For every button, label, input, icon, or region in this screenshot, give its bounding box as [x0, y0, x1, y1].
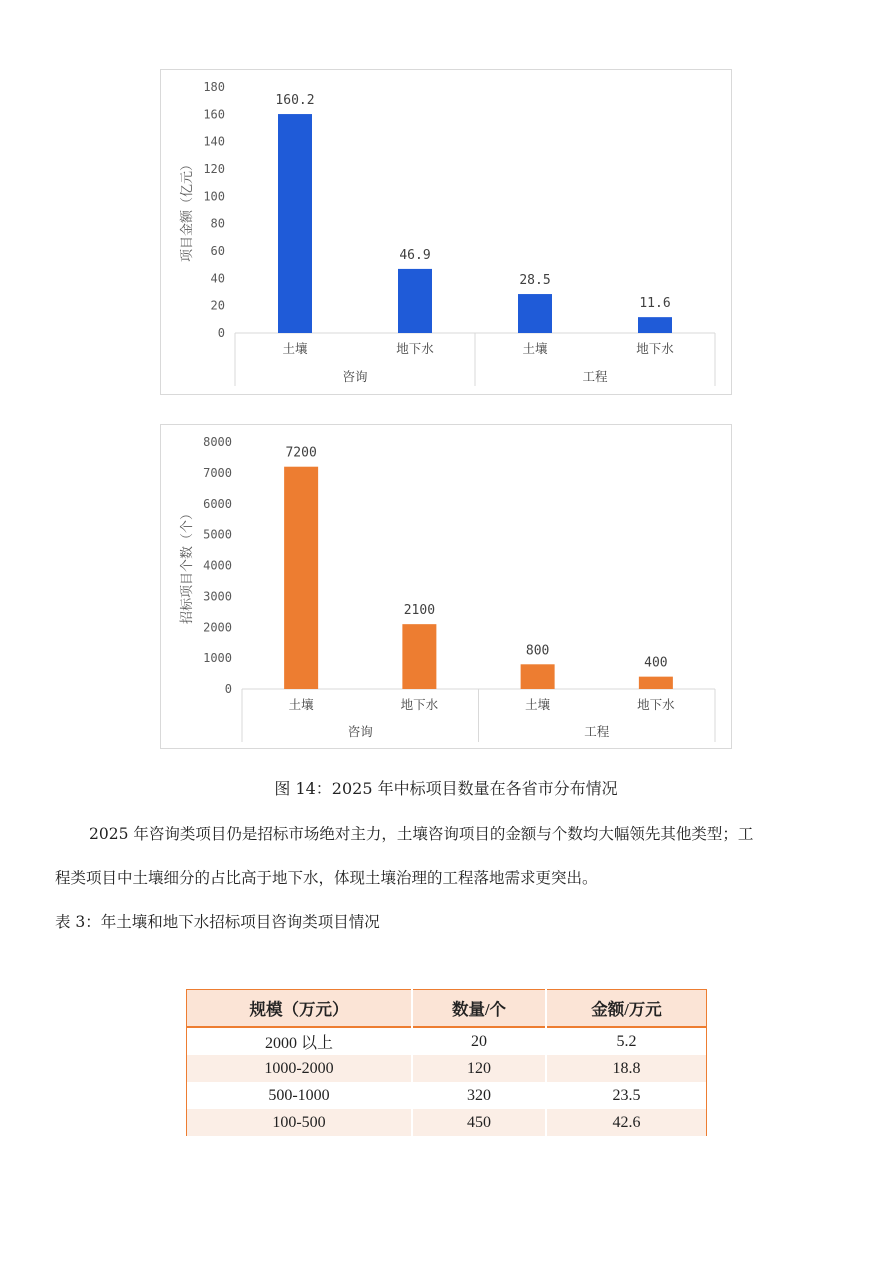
y-tick-label: 160 — [203, 107, 225, 122]
cell-count: 450 — [412, 1109, 546, 1136]
table-row — [187, 1055, 707, 1082]
cell-count: 320 — [412, 1082, 546, 1109]
amount-chart — [160, 69, 732, 395]
y-tick-label: 2000 — [203, 620, 232, 635]
y-tick-label: 120 — [203, 162, 225, 176]
y-tick-label: 40 — [210, 271, 225, 286]
bar-data-label: 160.2 — [275, 93, 315, 109]
y-tick-label: 100 — [203, 189, 225, 204]
bar — [402, 624, 436, 689]
header-amount: 金额/万元 — [546, 990, 707, 1028]
x-category-label: 土壤 — [522, 341, 548, 356]
bar-data-label: 46.9 — [399, 247, 431, 263]
cell-count: 120 — [412, 1055, 546, 1082]
count-chart-svg — [161, 425, 731, 748]
y-tick-label: 6000 — [203, 496, 232, 511]
table-title: 表 3：年土壤和地下水招标项目咨询类项目情况 — [55, 913, 380, 931]
bar — [278, 114, 312, 333]
cell-amount: 23.5 — [546, 1082, 707, 1109]
table-row — [187, 1027, 707, 1055]
table-row — [187, 1082, 707, 1109]
x-category-label: 地下水 — [400, 697, 439, 712]
x-category-label: 土壤 — [525, 697, 551, 712]
x-group-label: 工程 — [582, 369, 608, 384]
x-group-label: 咨询 — [347, 724, 373, 739]
bar-data-label: 400 — [644, 655, 668, 671]
y-tick-label: 5000 — [203, 527, 232, 542]
cell-scale: 2000 以上 — [187, 1027, 413, 1055]
y-tick-label: 0 — [224, 682, 232, 696]
paragraph-line-1: 2025 年咨询类项目仍是招标市场绝对主力，土壤咨询项目的金额与个数均大幅领先其他类型；工 — [89, 825, 754, 843]
x-category-label: 土壤 — [288, 697, 314, 712]
y-axis-title: 项目金额（亿元） — [180, 157, 195, 263]
bar-data-label: 2100 — [403, 603, 436, 619]
cell-scale: 100-500 — [187, 1109, 413, 1136]
bar — [638, 317, 672, 333]
cell-amount: 18.8 — [546, 1055, 707, 1082]
header-scale: 规模（万元） — [187, 990, 413, 1028]
y-tick-label: 80 — [210, 216, 225, 231]
cell-count: 20 — [412, 1027, 546, 1055]
bar-data-label: 28.5 — [519, 273, 551, 289]
bar-data-label: 7200 — [285, 445, 317, 461]
x-category-label: 地下水 — [636, 341, 674, 356]
figure-caption: 图 14：2025 年中标项目数量在各省市分布情况 — [274, 779, 618, 798]
x-group-label: 工程 — [584, 724, 610, 739]
header-count: 数量/个 — [412, 990, 546, 1028]
y-tick-label: 4000 — [203, 558, 232, 573]
x-category-label: 地下水 — [396, 341, 434, 356]
bar-data-label: 11.6 — [639, 296, 671, 312]
bar — [639, 677, 673, 689]
cell-scale: 1000-2000 — [187, 1055, 413, 1082]
table-row — [187, 1109, 707, 1136]
x-group-label: 咨询 — [342, 369, 368, 384]
y-tick-label: 7000 — [203, 465, 232, 480]
y-tick-label: 8000 — [203, 435, 232, 449]
bar-data-label: 800 — [525, 643, 550, 659]
cell-amount: 42.6 — [546, 1109, 707, 1136]
y-tick-label: 20 — [210, 298, 225, 313]
bar — [518, 294, 552, 333]
bar — [284, 467, 318, 689]
table-header-row — [187, 990, 707, 1028]
y-tick-label: 60 — [210, 244, 225, 258]
scale-table — [186, 989, 707, 1136]
y-axis-title: 招标项目个数（个） — [180, 506, 195, 625]
bar — [521, 664, 555, 689]
paragraph-line-2: 程类项目中土壤细分的占比高于地下水，体现土壤治理的工程落地需求更突出。 — [55, 869, 598, 887]
x-category-label: 土壤 — [282, 341, 308, 356]
y-tick-label: 0 — [217, 326, 225, 340]
y-tick-label: 1000 — [203, 651, 232, 666]
y-tick-label: 3000 — [203, 589, 232, 604]
cell-scale: 500-1000 — [187, 1082, 413, 1109]
cell-amount: 5.2 — [546, 1027, 707, 1055]
count-chart — [160, 424, 732, 749]
amount-chart-svg — [161, 70, 731, 394]
y-tick-label: 180 — [203, 80, 225, 94]
x-category-label: 地下水 — [637, 697, 675, 712]
y-tick-label: 140 — [203, 134, 225, 149]
bar — [398, 269, 432, 333]
